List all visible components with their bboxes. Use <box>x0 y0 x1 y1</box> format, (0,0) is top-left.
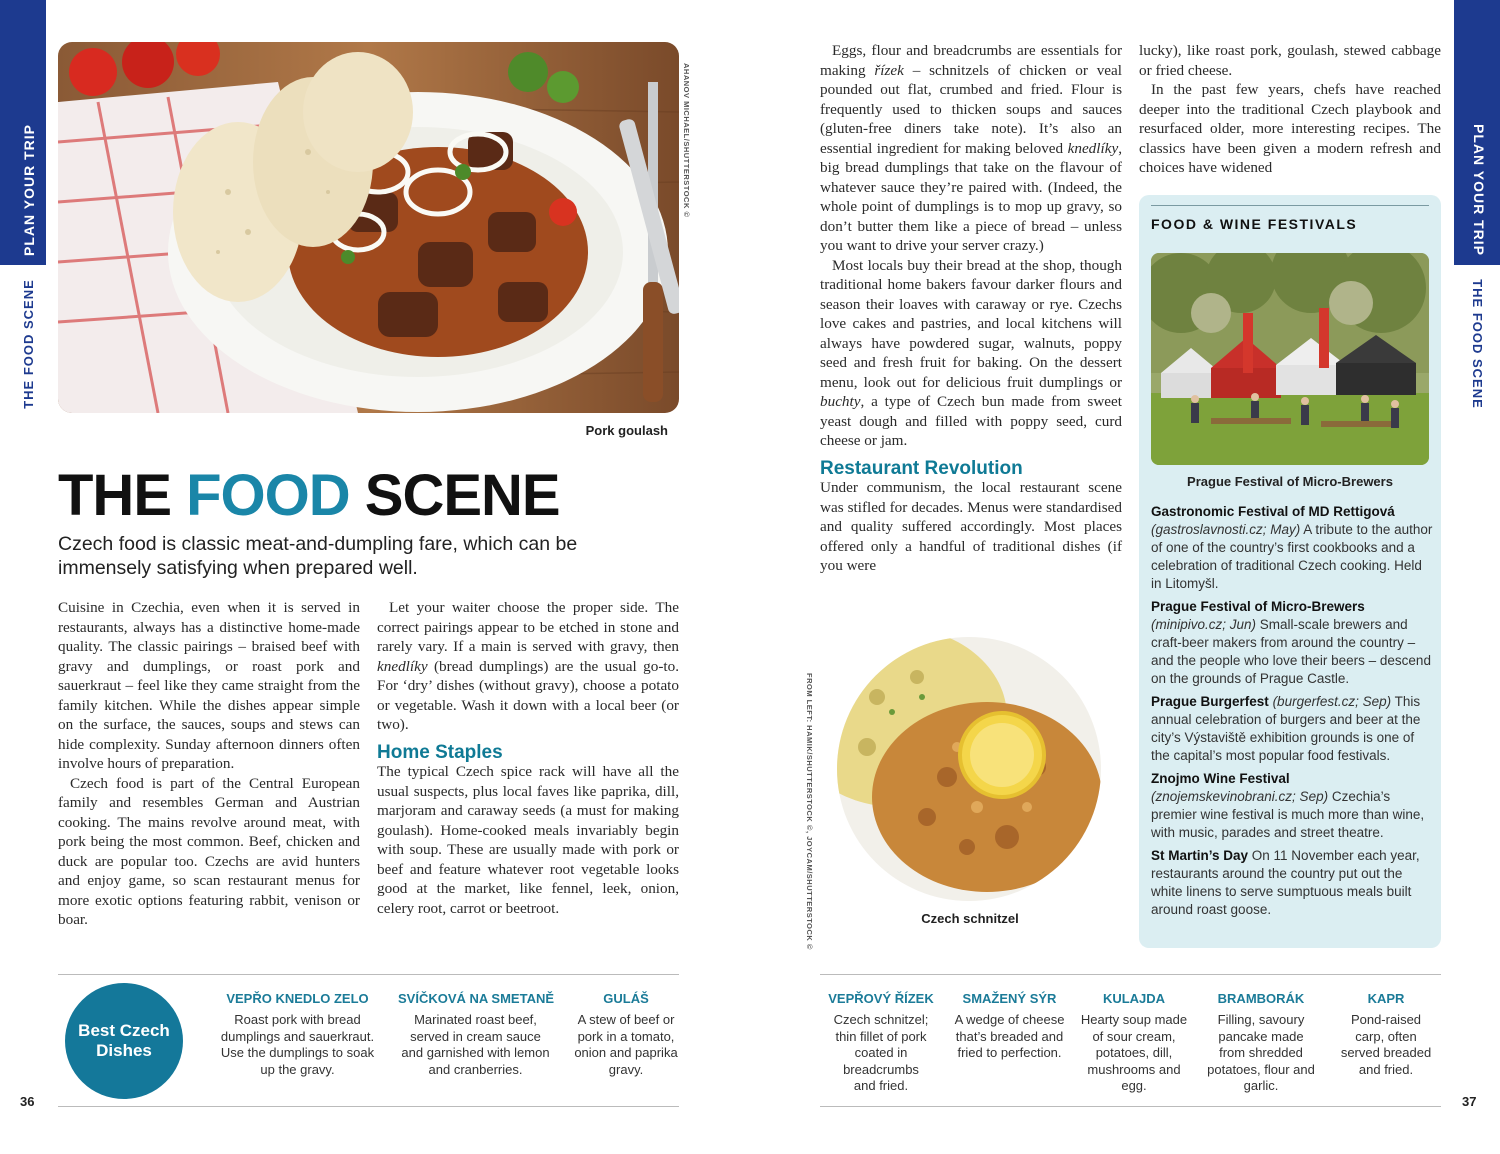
title-part-2: SCENE <box>349 463 560 528</box>
dish-item <box>825 991 937 1095</box>
dish-name: KULAJDA <box>1102 991 1166 1006</box>
festival-item <box>1151 847 1433 919</box>
festival-item <box>1151 598 1433 688</box>
festivals-heading: FOOD & WINE FESTIVALS <box>1151 216 1358 232</box>
czech-schnitzel-photo <box>837 637 1101 901</box>
festivals-list <box>1151 503 1433 919</box>
micro-brewers-festival-photo <box>1151 253 1429 465</box>
dish-item <box>215 991 380 1078</box>
left-page-number: 36 <box>20 1094 35 1109</box>
right-top-rule <box>820 974 1441 975</box>
festival-item <box>1151 770 1433 842</box>
best-czech-dishes-badge <box>65 983 183 1099</box>
dish-item <box>1205 991 1317 1095</box>
left-column-2 <box>377 598 679 918</box>
pork-goulash-photo <box>58 42 679 413</box>
paragraph: lucky), like roast pork, goulash, stewed cabbage or fried cheese. <box>1139 42 1441 79</box>
right-page-number: 37 <box>1462 1094 1477 1109</box>
home-staples-heading: Home Staples <box>377 741 503 763</box>
dish-description: Czech schnitzel; thin fillet of pork coated in breadcrumbs and fried. <box>833 1012 929 1093</box>
left-section-tab-label: PLAN YOUR TRIP <box>21 124 37 256</box>
badge-label: Best Czech Dishes <box>78 1021 170 1060</box>
paragraph: The typical Czech spice rack will have all the usual suspects, plus local faves like paprika, dill, marjoram and caraway seeds (a must for making goulash). Home-cooked meals invariably begin with soup. These are usually made with pork or beef and feature whatever root vegetable looks good at the market, like fennel, leek, onion, celery root, carrot or beetroot. <box>377 763 679 917</box>
festival-name: Gastronomic Festival of MD Rettigová <box>1151 504 1395 519</box>
dish-name: BRAMBORÁK <box>1217 991 1305 1006</box>
dish-item <box>1336 991 1436 1078</box>
dish-name: VEPŘOVÝ ŘÍZEK <box>828 991 934 1006</box>
goulash-photo-credit: AHANOV MICHAEL/SHUTTERSTOCK © <box>682 63 691 218</box>
paragraph: Let your waiter choose the proper side. The correct pairings appear to be etched in stone and rarely vary. If a main is served with gravy, then knedlíky (bread dumplings) are the usual go-to. For ‘dry’ dishes (without gravy), choose a potato or vegetable. Wash it down with a local beer (or two). <box>377 599 679 733</box>
title-part-1: THE <box>58 463 187 528</box>
micro-brewers-photo-caption: Prague Festival of Micro-Brewers <box>1187 474 1393 489</box>
dish-description: A stew of beef or pork in a tomato, onion and paprika gravy. <box>574 1012 678 1077</box>
festival-description: On 11 November each year, restaurants around the country put out the white linens to serve sumptuous meals built around roast goose. <box>1151 848 1420 917</box>
festival-item <box>1151 693 1433 765</box>
page-title <box>58 462 560 529</box>
left-bottom-rule <box>58 1106 679 1107</box>
festival-name: St Martin’s Day <box>1151 848 1249 863</box>
restaurant-revolution-heading: Restaurant Revolution <box>820 457 1023 479</box>
right-column-1 <box>820 41 1122 576</box>
right-column-2 <box>1139 41 1441 178</box>
festival-meta: (znojemskevinobrani.cz; Sep) <box>1151 789 1329 804</box>
festival-name: Prague Festival of Micro-Brewers <box>1151 599 1365 614</box>
dish-item <box>952 991 1067 1062</box>
right-section-tab-label: PLAN YOUR TRIP <box>1471 124 1487 256</box>
dish-name: SVÍČKOVÁ NA SMETANĚ <box>398 991 555 1006</box>
right-section-side-label: THE FOOD SCENE <box>1470 279 1485 409</box>
left-column-1 <box>58 598 360 930</box>
festival-description: This annual celebration of burgers and beer at the city’s Výstaviště exhibition grounds is one of the capital’s most popular food festivals. <box>1151 694 1421 763</box>
paragraph: Most locals buy their bread at the shop, though traditional home bakers favour darker flours and season their loaves with caraway or rye. Czechs love cakes and pastries, and local kitchens will always have powdered sugar, walnuts, poppy seed and fresh fruit for baking. On the dessert menu, look out for delicious fruit dumplings or buchty, a type of Czech bun made from sweet yeast dough and filled with poppy seed, curd cheese or jam. <box>820 256 1122 449</box>
dish-name: SMAŽENÝ SÝR <box>962 991 1057 1006</box>
dish-description: Hearty soup made of sour cream, potatoes, dill, mushrooms and egg. <box>1080 1012 1188 1093</box>
dish-description: Filling, savoury pancake made from shredded potatoes, flour and garlic. <box>1207 1012 1315 1093</box>
title-highlight: FOOD <box>186 463 350 528</box>
left-top-rule <box>58 974 679 975</box>
left-section-side-label: THE FOOD SCENE <box>21 279 36 409</box>
schnitzel-photo-credit: FROM LEFT: HAMIK/SHUTTERSTOCK ©, JOYCAM/SHUTTERSTOCK © <box>805 673 814 950</box>
paragraph: Eggs, flour and breadcrumbs are essentials for making řízek – schnitzels of chicken or veal pounded out flat, crumbed and fried. Flour is frequently used to thicken soups and sauces (gluten-free diners take note). It’s also an essential ingredient for making beloved knedlíky, big bread dumplings that take on the flavour of whatever sauce they’re paired with. (Indeed, the whole point of dumplings is to mop up gravy, so don’t butter them like a piece of bread – unless you want to drive your server crazy.) <box>820 42 1122 254</box>
dish-description: Pond-raised carp, often served breaded and fried. <box>1340 1012 1432 1077</box>
festival-meta: (minipivo.cz; Jun) <box>1151 617 1257 632</box>
festival-item <box>1151 503 1433 593</box>
dish-item <box>570 991 682 1078</box>
festival-name: Prague Burgerfest <box>1151 694 1269 709</box>
schnitzel-photo-caption: Czech schnitzel <box>921 911 1019 926</box>
dish-item <box>398 991 553 1078</box>
goulash-photo-caption: Pork goulash <box>585 423 668 438</box>
festival-description: Small-scale brewers and craft-beer makers from around the country – and the people who love their beers – descend on the grounds of Prague Castle. <box>1151 617 1431 686</box>
dish-description: A wedge of cheese that’s breaded and fried to perfection. <box>954 1012 1065 1060</box>
paragraph: Cuisine in Czechia, even when it is served in restaurants, always has a distinctive home-made quality. The classic pairings – braised beef with gravy and dumplings, or roast pork and sauerkraut – feel like they came straight from the family kitchen. While the dishes appear simple on the surface, the sauces, soups and stews can hide complexity. Sunday afternoon dinners often involve hours of preparation. <box>58 599 360 772</box>
paragraph: Czech food is part of the Central European family and resembles German and Austrian cooking. The mains revolve around meat, with pork being the most common. Beef, chicken and duck are popular too. Czechs are avid hunters and enjoy game, so scan restaurant menus for more exotic options featuring rabbit, venison or boar. <box>58 774 360 928</box>
festivals-heading-rule <box>1151 205 1429 206</box>
intro-text: Czech food is classic meat-and-dumpling fare, which can be immensely satisfying when prepared well. <box>58 533 578 579</box>
dish-item <box>1078 991 1190 1095</box>
paragraph: Under communism, the local restaurant scene was stifled for decades. Menus were standardised and quality suffered accordingly. Most places offered only a handful of traditional dishes (if you were <box>820 479 1122 574</box>
festival-name: Znojmo Wine Festival <box>1151 771 1290 786</box>
dish-name: VEPŘO KNEDLO ZELO <box>226 991 369 1006</box>
festival-description: A tribute to the author of one of the country’s first cookbooks and a celebration of traditional Czech cooking. Held in Litomyšl. <box>1151 522 1433 591</box>
dish-name: GULÁŠ <box>603 991 649 1006</box>
paragraph: In the past few years, chefs have reached deeper into the traditional Czech playbook and resurfaced older, more interesting recipes. The classics have been given a modern refresh and choices have widened <box>1139 81 1441 176</box>
dish-description: Marinated roast beef, served in cream sauce and garnished with lemon and cranberries. <box>401 1012 550 1077</box>
right-bottom-rule <box>820 1106 1441 1107</box>
festival-meta: (burgerfest.cz; Sep) <box>1272 694 1392 709</box>
festival-meta: (gastroslavnosti.cz; May) <box>1151 522 1301 537</box>
festival-description: Czechia’s premier wine festival is much more than wine, with music, parades and street theatre. <box>1151 789 1425 840</box>
dish-description: Roast pork with bread dumplings and sauerkraut. Use the dumplings to soak up the gravy. <box>220 1012 375 1077</box>
dish-name: KAPR <box>1367 991 1405 1006</box>
